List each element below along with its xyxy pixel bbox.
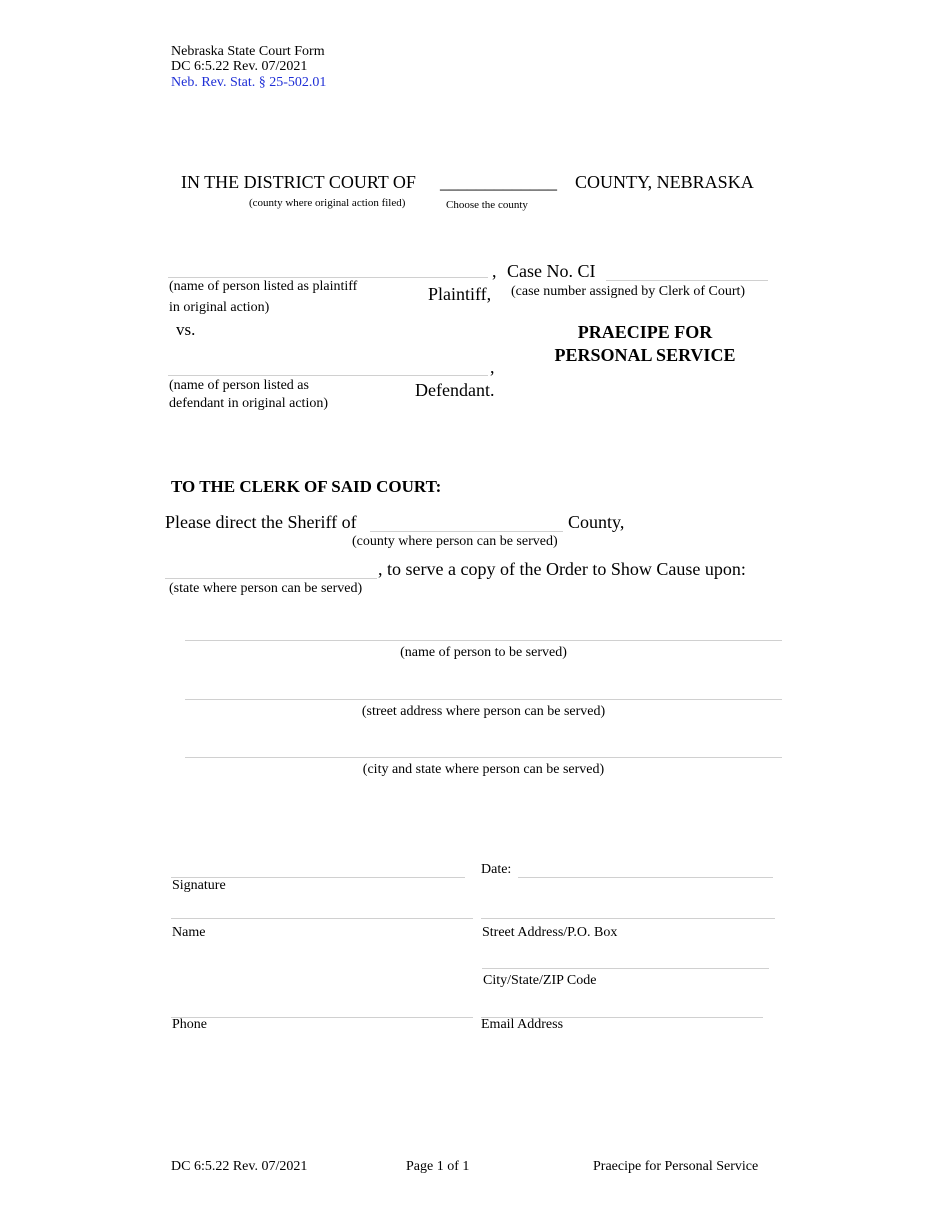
phone-field[interactable] (171, 1017, 473, 1018)
city-state-field[interactable] (185, 757, 782, 758)
plaintiff-hint-2: in original action) (169, 300, 270, 315)
plaintiff-label: Plaintiff, (428, 284, 492, 304)
date-label: Date: (481, 862, 512, 877)
plaintiff-hint-1: (name of person listed as plaintiff (169, 279, 358, 294)
state-suffix: , to serve a copy of the Order to Show Cause upon: (378, 559, 746, 579)
phone-label: Phone (172, 1017, 207, 1032)
street-address-hint: (street address where person can be served) (361, 704, 606, 719)
case-number-field[interactable] (606, 280, 768, 281)
street-address-field[interactable] (185, 699, 782, 700)
plaintiff-comma: , (492, 261, 497, 281)
salutation: TO THE CLERK OF SAID COURT: (171, 477, 442, 496)
case-no-hint: (case number assigned by Clerk of Court) (511, 284, 746, 299)
footer-title: Praecipe for Personal Service (593, 1159, 759, 1174)
court-line-prefix: IN THE DISTRICT COURT OF (181, 172, 416, 192)
defendant-hint-2: defendant in original action) (169, 396, 328, 411)
person-name-hint: (name of person to be served) (400, 645, 567, 660)
street-address-po-box-field[interactable] (481, 918, 775, 919)
case-no-label: Case No. CI (507, 261, 596, 281)
sheriff-prefix: Please direct the Sheriff of (165, 512, 357, 532)
sheriff-suffix: County, (568, 512, 625, 532)
city-state-zip-field[interactable] (482, 968, 769, 969)
signature-label: Signature (172, 878, 226, 893)
court-line-suffix: COUNTY, NEBRASKA (575, 172, 754, 192)
form-id: DC 6:5.22 Rev. 07/2021 (171, 59, 308, 74)
county-dropdown[interactable]: _____________ (440, 172, 557, 192)
county-hint: (county where original action filed) (249, 197, 406, 209)
form-title-line-1: PRAECIPE FOR (577, 322, 713, 342)
defendant-name-field[interactable] (168, 375, 488, 376)
choose-county-hint: Choose the county (446, 199, 528, 211)
footer-page-number: Page 1 of 1 (406, 1159, 470, 1174)
form-name: Nebraska State Court Form (171, 44, 325, 59)
defendant-comma: , (490, 357, 495, 377)
city-state-zip-label: City/State/ZIP Code (483, 973, 597, 988)
footer-form-id: DC 6:5.22 Rev. 07/2021 (171, 1159, 308, 1174)
statute-link[interactable]: Neb. Rev. Stat. § 25-502.01 (171, 75, 327, 90)
person-name-field[interactable] (185, 640, 782, 641)
defendant-label: Defendant. (415, 380, 495, 400)
city-state-hint: (city and state where person can be served) (362, 762, 605, 777)
name-field[interactable] (171, 918, 473, 919)
versus: vs. (176, 320, 196, 339)
service-county-hint: (county where person can be served) (352, 534, 558, 549)
plaintiff-name-field[interactable] (168, 277, 488, 278)
service-state-field[interactable] (165, 578, 377, 579)
street-address-po-box-label: Street Address/P.O. Box (482, 925, 618, 940)
date-field[interactable] (518, 877, 773, 878)
defendant-hint-1: (name of person listed as (169, 378, 309, 393)
service-county-field[interactable] (370, 531, 563, 532)
service-state-hint: (state where person can be served) (169, 581, 363, 596)
form-title-line-2: PERSONAL SERVICE (554, 345, 736, 365)
name-label: Name (172, 925, 206, 940)
email-label: Email Address (481, 1017, 564, 1032)
